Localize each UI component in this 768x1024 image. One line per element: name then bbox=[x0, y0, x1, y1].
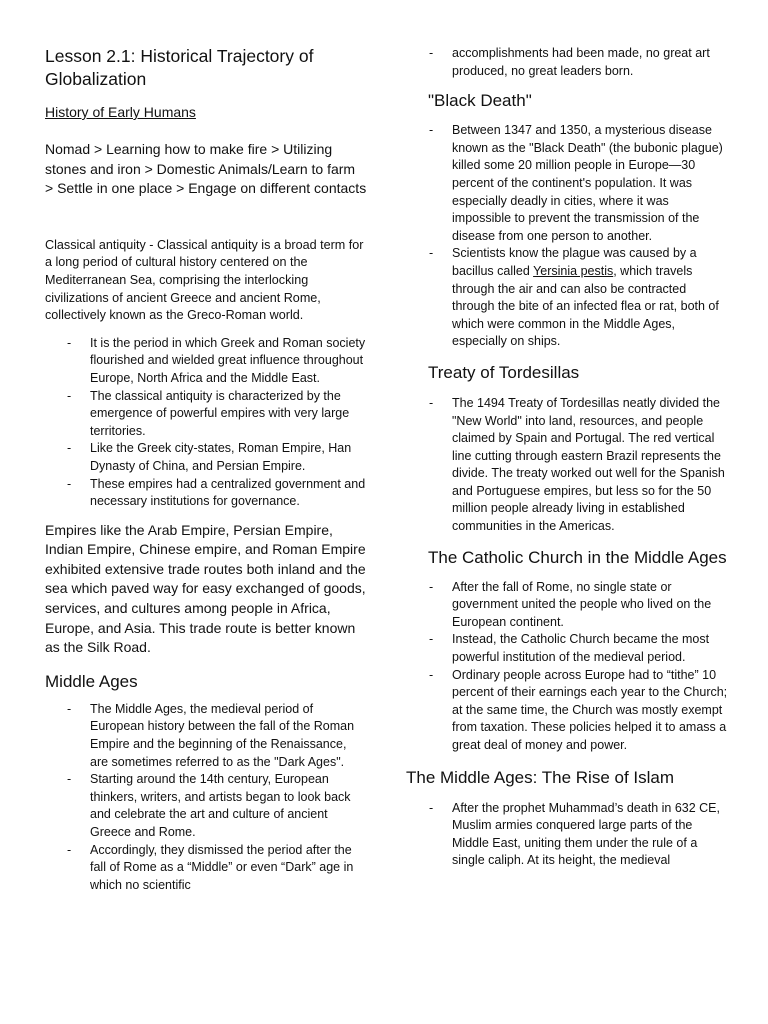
list-item: - It is the period in which Greek and Roman society flourished and wielded great influence throughout Europe, North Africa and the Middle East. bbox=[45, 335, 367, 388]
list-item: - Accordingly, they dismissed the period after the fall of Rome as a “Middle” or even “Dark” age in which no scientific bbox=[45, 842, 367, 895]
tordesillas-list bbox=[428, 395, 728, 536]
empires-trade-paragraph: Empires like the Arab Empire, Persian Empire, Indian Empire, Chinese empire, and Roman Empire exhibited extensive trade routes both inland and the sea which paved way for easy exchanged of goods, services, and cultures among people in Africa, Europe, and Asia. This trade route is better known as the Silk Road. bbox=[45, 521, 366, 656]
list-item: - These empires had a centralized government and necessary institutions for governance. bbox=[45, 476, 367, 511]
right-column bbox=[406, 0, 728, 870]
rise-of-islam-heading: The Middle Ages: The Rise of Islam bbox=[406, 767, 675, 787]
list-item: - After the fall of Rome, no single state or government united the people who lived on the European continent. bbox=[428, 579, 728, 632]
list-item: - Starting around the 14th century, European thinkers, writers, and artists began to look back and celebrate the art and culture of ancient Greece and Rome. bbox=[45, 771, 367, 841]
nomad-progression-text: Nomad > Learning how to make fire > Utilizing stones and iron > Domestic Animals/Learn to farm > Settle in one place > Engage on different contacts bbox=[45, 141, 367, 197]
list-item: - After the prophet Muhammad’s death in 632 CE, Muslim armies conquered large parts of the Middle East, uniting them under the rule of a single caliph. At its height, the medieval bbox=[428, 800, 728, 870]
rise-of-islam-list bbox=[428, 800, 728, 870]
list-item: - Ordinary people across Europe had to “tithe” 10 percent of their earnings each year to the Church; at the same time, the Church was mostly exempt from taxation. These policies helped it to amass a great deal of money and power. bbox=[428, 667, 728, 755]
bullet-text: Scientists know the plague was caused by a bacillus called bbox=[452, 246, 697, 278]
classical-antiquity-paragraph: Classical antiquity - Classical antiquity is a broad term for a long period of cultural history centered on the Mediterranean Sea, comprising the interlocking civilizations of ancient Greece and ancient Rome, collectively known as the Greco-Roman world. bbox=[45, 237, 364, 323]
catholic-church-heading: The Catholic Church in the Middle Ages bbox=[428, 547, 727, 567]
black-death-heading: "Black Death" bbox=[428, 91, 532, 111]
left-column bbox=[45, 0, 367, 894]
early-humans-subhead: History of Early Humans bbox=[45, 104, 196, 120]
lesson-title: Lesson 2.1: Historical Trajectory of Globalization bbox=[45, 46, 314, 89]
black-death-list bbox=[428, 122, 728, 351]
list-item: - The Middle Ages, the medieval period of European history between the fall of the Roman Empire and the beginning of the Renaissance, are sometimes referred to as the "Dark Ages". bbox=[45, 701, 367, 771]
bullet-text: , which travels through the air and can also be contracted through the bite of an infected flea or rat, both of which were common in the Middle Ages, especially on ships. bbox=[452, 263, 719, 349]
list-item: - The 1494 Treaty of Tordesillas neatly divided the "New World" into land, resources, and people claimed by Spain and Portugal. The red vertical line cutting through eastern Brazil represents the divide. The treaty worked out well for the Spanish and Portuguese empires, but less so for the 50 million people already living in established communities in the Americas. bbox=[428, 395, 728, 536]
continuation-text: - accomplishments had been made, no great art produced, no great leaders born. bbox=[428, 45, 728, 80]
list-item: - Between 1347 and 1350, a mysterious disease known as the "Black Death" (the bubonic plague) killed some 20 million people in Europe—30 percent of the continent's population. It was especially deadly in cities, where it was impossible to prevent the transmission of the disease from one person to another. bbox=[428, 122, 728, 245]
list-item: - Instead, the Catholic Church became the most powerful institution of the medieval period. bbox=[428, 631, 728, 666]
list-item: - The classical antiquity is characterized by the emergence of powerful empires with very large territories. bbox=[45, 388, 367, 441]
list-item: - Like the Greek city-states, Roman Empire, Han Dynasty of China, and Persian Empire. bbox=[45, 440, 367, 475]
continuation-block bbox=[428, 45, 728, 80]
middle-ages-list bbox=[45, 701, 367, 895]
middle-ages-heading: Middle Ages bbox=[45, 671, 138, 691]
classical-antiquity-list bbox=[45, 335, 367, 511]
yersinia-pestis-link[interactable]: Yersinia pestis bbox=[533, 263, 614, 278]
tordesillas-heading: Treaty of Tordesillas bbox=[428, 362, 580, 382]
list-item bbox=[428, 245, 728, 351]
catholic-church-list bbox=[428, 579, 728, 755]
